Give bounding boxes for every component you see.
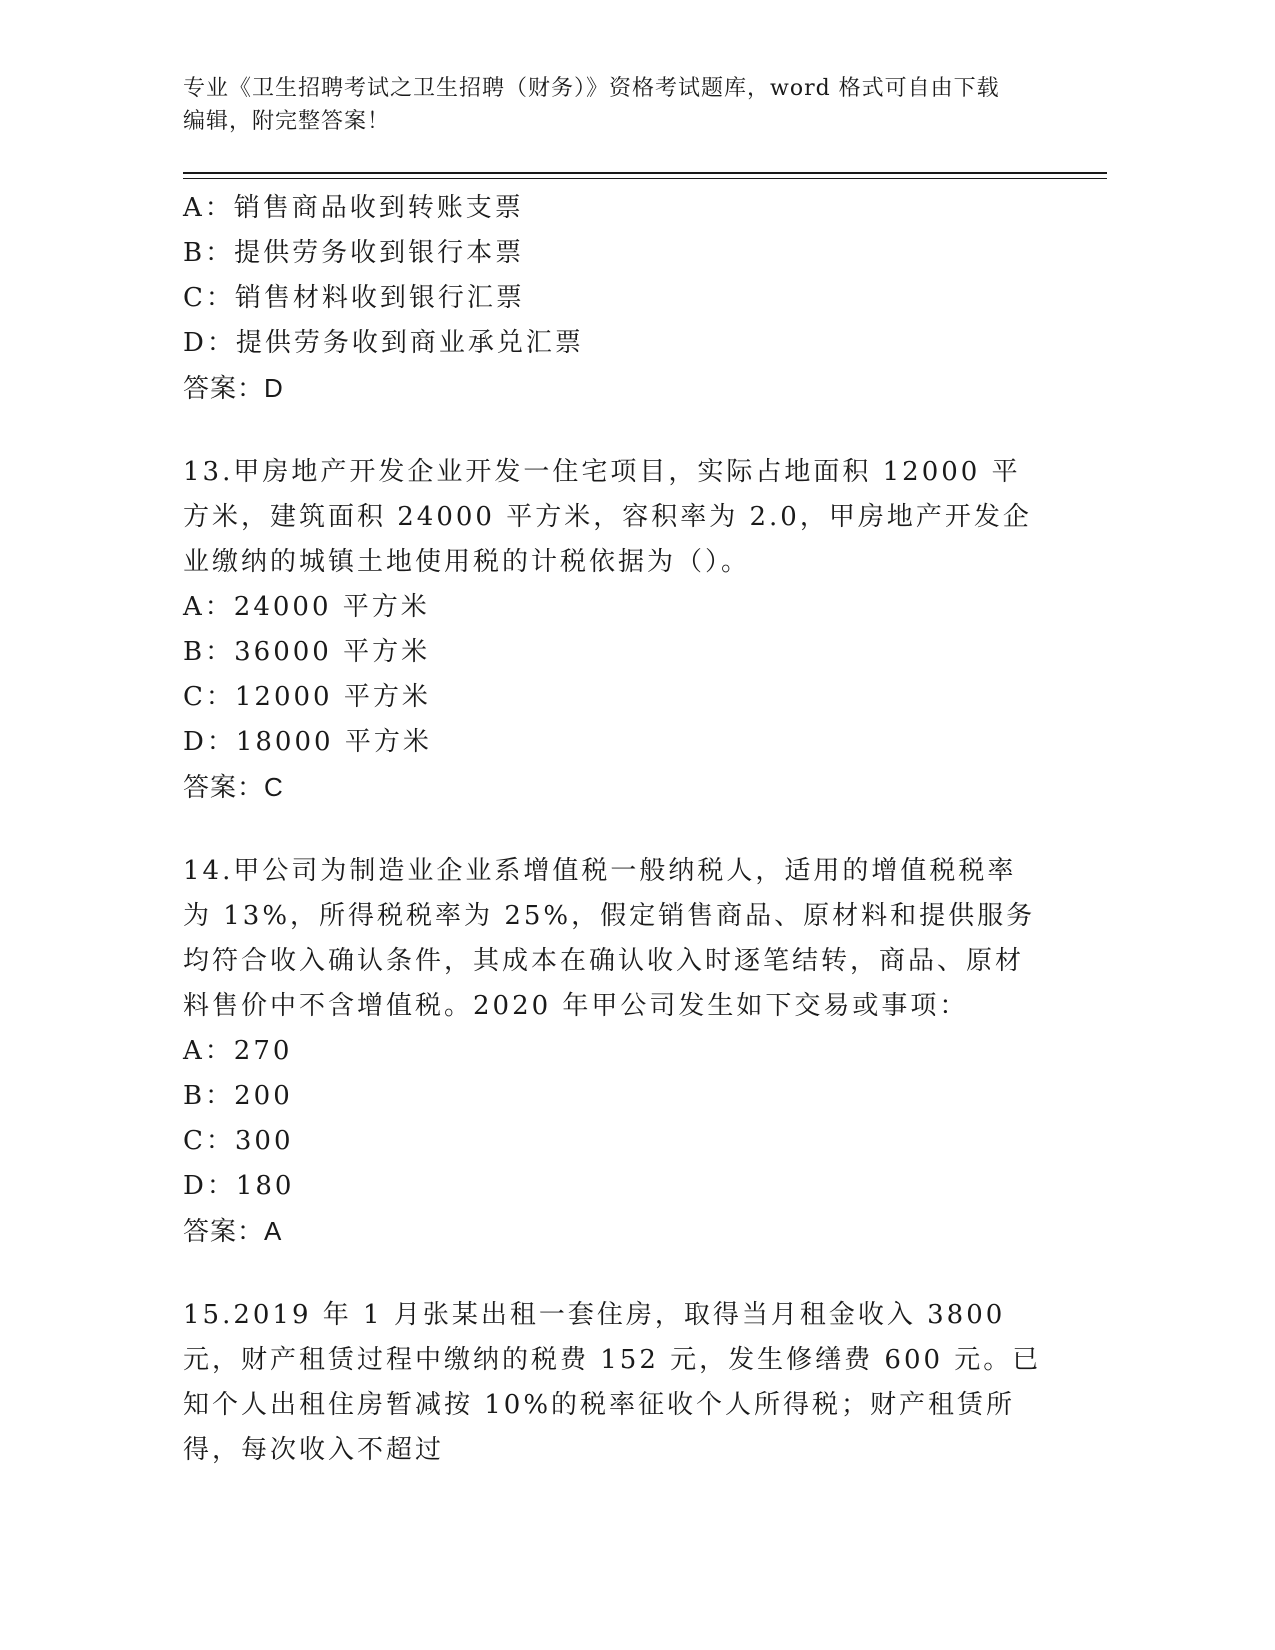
answer-label: 答案：C (183, 772, 284, 802)
header-line-2: 编辑，附完整答案！ (183, 109, 391, 134)
option-b: B：提供劳务收到银行本票 (183, 238, 525, 268)
question-15 (183, 1293, 1063, 1473)
question-list (183, 186, 1063, 1473)
question-13 (183, 450, 1063, 810)
document-header (183, 72, 1083, 138)
header-line-1: 专业《卫生招聘考试之卫生招聘（财务）》资格考试题库，word 格式可自由下载 (183, 76, 1000, 101)
question-text: 15.2019 年 1 月张某出租一套住房，取得当月租金收入 3800 元，财产租赁过程中缴纳的税费 152 元，发生修缮费 600 元。已知个人出租住房暂减按 10%的税率征收个人所得税；财产租赁所得，每次收入不超过 (183, 1300, 1042, 1465)
header-divider-thin (183, 178, 1107, 179)
question-text: 14.甲公司为制造业企业系增值税一般纳税人，适用的增值税税率为 13%，所得税税率为 25%，假定销售商品、原材料和提供服务均符合收入确认条件，其成本在确认收入时逐笔结转，商品、原材料售价中不含增值税。2020 年甲公司发生如下交易或事项： (183, 856, 1036, 1021)
answer-label: 答案：A (183, 1216, 283, 1246)
answer-label: 答案：D (183, 373, 284, 403)
question-text: 13.甲房地产开发企业开发一住宅项目，实际占地面积 12000 平方米，建筑面积 24000 平方米，容积率为 2.0，甲房地产开发企业缴纳的城镇土地使用税的计税依据为（）。 (183, 457, 1032, 577)
option-d: D：180 (183, 1171, 295, 1201)
option-c: C：300 (183, 1126, 294, 1156)
question-12 (183, 186, 1063, 411)
option-a: A：销售商品收到转账支票 (183, 193, 524, 223)
option-c: C：12000 平方米 (183, 682, 431, 712)
option-a: A：270 (183, 1036, 293, 1066)
option-b: B：36000 平方米 (183, 637, 431, 667)
header-divider-thick (183, 172, 1107, 174)
option-d: D：18000 平方米 (183, 727, 432, 757)
option-a: A：24000 平方米 (183, 592, 430, 622)
option-c: C：销售材料收到银行汇票 (183, 283, 525, 313)
option-d: D：提供劳务收到商业承兑汇票 (183, 328, 584, 358)
question-14 (183, 849, 1063, 1254)
option-b: B：200 (183, 1081, 293, 1111)
